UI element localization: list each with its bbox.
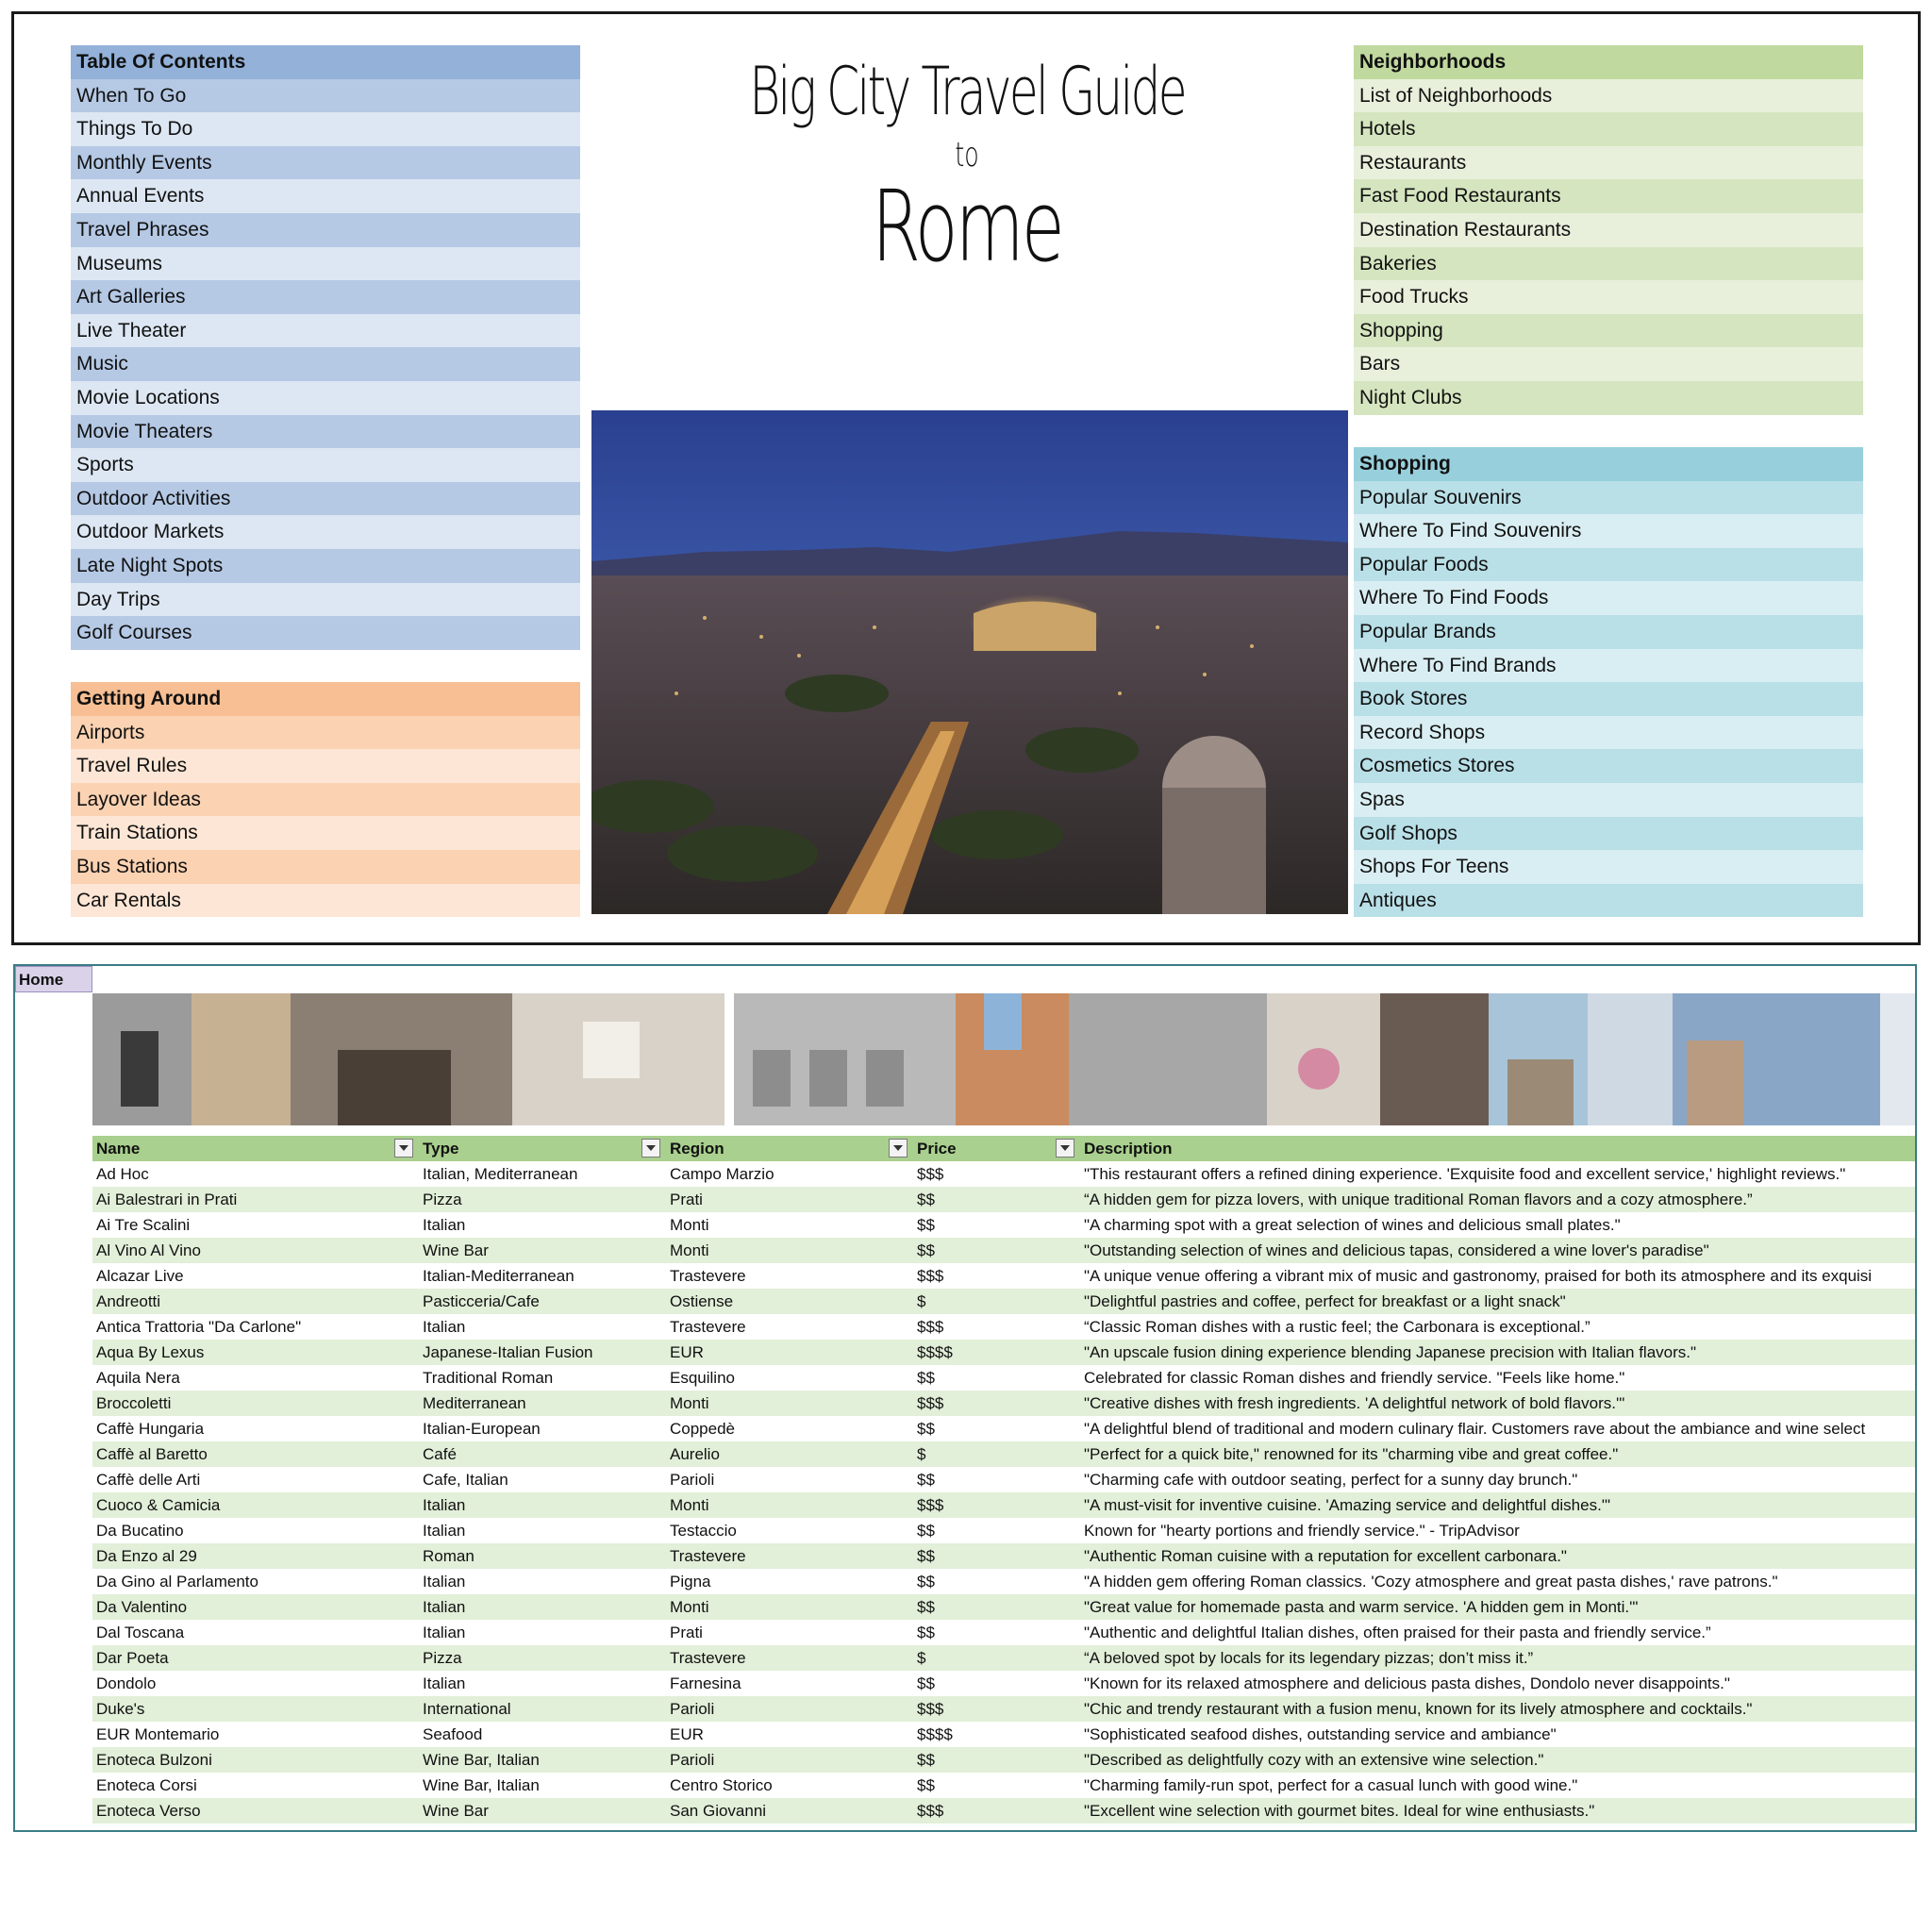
toc-item[interactable]: Outdoor Markets bbox=[71, 515, 580, 549]
col-header-type bbox=[419, 1136, 666, 1161]
shopping-item[interactable]: Where To Find Brands bbox=[1354, 649, 1863, 683]
cell-price[interactable]: $$$ bbox=[917, 1165, 944, 1183]
table-of-contents-list bbox=[71, 45, 580, 650]
cell-price[interactable]: $$ bbox=[917, 1547, 935, 1565]
cell-name[interactable]: Caffè delle Arti bbox=[96, 1471, 201, 1489]
toc-item[interactable]: Sports bbox=[71, 448, 580, 482]
toc-item[interactable]: Museums bbox=[71, 247, 580, 281]
cell-name[interactable]: Ad Hoc bbox=[96, 1165, 149, 1183]
title-line-1: Big City Travel Guide bbox=[749, 53, 1185, 130]
cell-price[interactable]: $$$ bbox=[917, 1802, 944, 1820]
cell-price[interactable]: $ bbox=[917, 1649, 926, 1667]
cell-type[interactable]: International bbox=[423, 1700, 511, 1718]
table-row[interactable] bbox=[92, 1620, 1917, 1645]
cell-type[interactable]: Cafe, Italian bbox=[423, 1471, 508, 1489]
col-header-region-label: Region bbox=[670, 1140, 724, 1158]
cell-region[interactable]: Farnesina bbox=[670, 1674, 741, 1692]
getting-around-item[interactable]: Train Stations bbox=[71, 816, 580, 850]
cell-price[interactable]: $$ bbox=[917, 1624, 935, 1641]
cell-name[interactable]: Alcazar Live bbox=[96, 1267, 184, 1285]
cell-name[interactable]: Dondolo bbox=[96, 1674, 157, 1692]
toc-item[interactable]: When To Go bbox=[71, 79, 580, 113]
shopping-heading: Shopping bbox=[1354, 447, 1863, 481]
shopping-item[interactable]: Where To Find Foods bbox=[1354, 581, 1863, 615]
cell-region[interactable]: Centro Storico bbox=[670, 1776, 773, 1794]
cell-type[interactable]: Wine Bar bbox=[423, 1802, 489, 1820]
getting-around-item[interactable]: Bus Stations bbox=[71, 850, 580, 884]
col-header-description-label: Description bbox=[1084, 1140, 1173, 1158]
neighborhoods-item[interactable]: List of Neighborhoods bbox=[1354, 79, 1863, 113]
cell-description[interactable]: "Sophisticated seafood dishes, outstanding service and ambiance" bbox=[1084, 1725, 1557, 1743]
neighborhoods-item[interactable]: Restaurants bbox=[1354, 146, 1863, 180]
cell-type[interactable]: Japanese-Italian Fusion bbox=[423, 1343, 593, 1361]
cell-description[interactable]: "Charming cafe with outdoor seating, perfect for a sunny day brunch." bbox=[1084, 1471, 1578, 1489]
cell-description[interactable]: "Great value for homemade pasta and warm service. 'A hidden gem in Monti.'" bbox=[1084, 1598, 1639, 1616]
cell-region[interactable]: Trastevere bbox=[670, 1318, 746, 1336]
cell-type[interactable]: Pasticceria/Cafe bbox=[423, 1292, 540, 1310]
cell-description[interactable]: "A must-visit for inventive cuisine. 'Amazing service and delightful dishes.'" bbox=[1084, 1496, 1611, 1514]
cell-region[interactable]: Aurelio bbox=[670, 1445, 720, 1463]
cell-description[interactable]: "This restaurant offers a refined dining experience. 'Exquisite food and excellent service,' highlight reviews." bbox=[1084, 1165, 1846, 1183]
shopping-item[interactable]: Cosmetics Stores bbox=[1354, 749, 1863, 783]
cell-region[interactable]: Parioli bbox=[670, 1471, 715, 1489]
neighborhoods-item[interactable]: Shopping bbox=[1354, 314, 1863, 348]
table-row[interactable] bbox=[92, 1798, 1917, 1824]
neighborhoods-heading: Neighborhoods bbox=[1354, 45, 1863, 79]
getting-around-item[interactable]: Layover Ideas bbox=[71, 783, 580, 817]
toc-item[interactable]: Outdoor Activities bbox=[71, 482, 580, 516]
cell-description[interactable]: Celebrated for classic Roman dishes and friendly service. "Feels like home." bbox=[1084, 1369, 1625, 1387]
cell-price[interactable]: $$ bbox=[917, 1369, 935, 1387]
table-row[interactable] bbox=[92, 1773, 1917, 1798]
cell-region[interactable]: EUR bbox=[670, 1725, 704, 1743]
cell-type[interactable]: Pizza bbox=[423, 1191, 462, 1208]
col-header-price bbox=[913, 1136, 1080, 1161]
cell-description[interactable]: "Creative dishes with fresh ingredients. 'A delightful network of bold flavors.'" bbox=[1084, 1394, 1625, 1412]
cell-name[interactable]: Aqua By Lexus bbox=[96, 1343, 205, 1361]
cell-name[interactable]: Da Gino al Parlamento bbox=[96, 1573, 258, 1591]
table-row[interactable] bbox=[92, 1467, 1917, 1492]
cell-description[interactable]: "Chic and trendy restaurant with a fusion menu, known for its lively atmosphere and cocktails." bbox=[1084, 1700, 1753, 1718]
cell-price[interactable]: $$$ bbox=[917, 1700, 944, 1718]
cell-description[interactable]: “A beloved spot by locals for its legendary pizzas; don’t miss it.” bbox=[1084, 1649, 1534, 1667]
cell-description[interactable]: “A hidden gem for pizza lovers, with unique traditional Roman flavors and a cozy atmosphere.” bbox=[1084, 1191, 1753, 1208]
toc-item[interactable]: Golf Courses bbox=[71, 616, 580, 650]
table-row[interactable] bbox=[92, 1696, 1917, 1722]
cell-type[interactable]: Italian bbox=[423, 1598, 466, 1616]
cell-region[interactable]: Campo Marzio bbox=[670, 1165, 774, 1183]
cell-type[interactable]: Italian bbox=[423, 1674, 466, 1692]
toc-heading: Table Of Contents bbox=[71, 45, 580, 79]
col-header-description bbox=[1080, 1136, 1917, 1161]
cell-type[interactable]: Wine Bar bbox=[423, 1241, 489, 1259]
cell-description[interactable]: "Perfect for a quick bite," renowned for its "charming vibe and great coffee." bbox=[1084, 1445, 1619, 1463]
table-row[interactable] bbox=[92, 1187, 1917, 1212]
cell-price[interactable]: $$ bbox=[917, 1573, 935, 1591]
cell-price[interactable]: $$$ bbox=[917, 1394, 944, 1412]
cell-name[interactable]: Ai Balestrari in Prati bbox=[96, 1191, 238, 1208]
cell-description[interactable]: Known for "hearty portions and friendly service." - TripAdvisor bbox=[1084, 1522, 1520, 1540]
toc-item[interactable]: Art Galleries bbox=[71, 280, 580, 314]
rome-cityscape-photo bbox=[591, 410, 1348, 914]
cell-region[interactable]: Monti bbox=[670, 1496, 709, 1514]
cell-price[interactable]: $$ bbox=[917, 1522, 935, 1540]
cell-price[interactable]: $$$$ bbox=[917, 1725, 953, 1743]
cell-type[interactable]: Traditional Roman bbox=[423, 1369, 554, 1387]
neighborhoods-list bbox=[1354, 45, 1863, 415]
shopping-item[interactable]: Popular Brands bbox=[1354, 615, 1863, 649]
cell-type[interactable]: Wine Bar, Italian bbox=[423, 1751, 540, 1769]
cell-price[interactable]: $$ bbox=[917, 1674, 935, 1692]
cell-region[interactable]: Trastevere bbox=[670, 1649, 746, 1667]
cell-type[interactable]: Wine Bar, Italian bbox=[423, 1776, 540, 1794]
cell-description[interactable]: "Excellent wine selection with gourmet bites. Ideal for wine enthusiasts." bbox=[1084, 1802, 1595, 1820]
toc-item[interactable]: Day Trips bbox=[71, 583, 580, 617]
shopping-item[interactable]: Popular Souvenirs bbox=[1354, 481, 1863, 515]
cell-description[interactable]: "A charming spot with a great selection of wines and delicious small plates." bbox=[1084, 1216, 1621, 1234]
shopping-item[interactable]: Golf Shops bbox=[1354, 817, 1863, 851]
filter-dropdown-icon[interactable] bbox=[641, 1139, 660, 1158]
title-line-2: to bbox=[955, 136, 979, 175]
cell-description[interactable]: "A delightful blend of traditional and modern culinary flair. Customers rave about the ambiance and wine select bbox=[1084, 1420, 1866, 1438]
cell-name[interactable]: Cuoco & Camicia bbox=[96, 1496, 221, 1514]
cell-region[interactable]: Trastevere bbox=[670, 1547, 746, 1565]
table-row[interactable] bbox=[92, 1518, 1917, 1543]
cell-price[interactable]: $$ bbox=[917, 1471, 935, 1489]
cell-region[interactable]: EUR bbox=[670, 1343, 704, 1361]
shopping-item[interactable]: Spas bbox=[1354, 783, 1863, 817]
table-body bbox=[92, 1161, 1917, 1824]
cell-description[interactable]: "Known for its relaxed atmosphere and delicious pasta dishes, Dondolo never disappoints." bbox=[1084, 1674, 1730, 1692]
cell-description[interactable]: "Described as delightfully cozy with an extensive wine selection." bbox=[1084, 1751, 1544, 1769]
cell-type[interactable]: Italian bbox=[423, 1216, 466, 1234]
filter-dropdown-icon[interactable] bbox=[889, 1139, 908, 1158]
neighborhoods-item[interactable]: Bars bbox=[1354, 347, 1863, 381]
table-row[interactable] bbox=[92, 1492, 1917, 1518]
table-row[interactable] bbox=[92, 1365, 1917, 1391]
cell-description[interactable]: "Delightful pastries and coffee, perfect for breakfast or a light snack" bbox=[1084, 1292, 1566, 1310]
neighborhoods-item[interactable]: Fast Food Restaurants bbox=[1354, 179, 1863, 213]
cell-name[interactable]: Ai Tre Scalini bbox=[96, 1216, 191, 1234]
cell-name[interactable]: Dar Poeta bbox=[96, 1649, 169, 1667]
table-row[interactable] bbox=[92, 1722, 1917, 1747]
cell-region[interactable]: Parioli bbox=[670, 1700, 715, 1718]
cell-type[interactable]: Italian-European bbox=[423, 1420, 541, 1438]
cell-price[interactable]: $$ bbox=[917, 1598, 935, 1616]
cell-price[interactable]: $$ bbox=[917, 1241, 935, 1259]
cell-price[interactable]: $$$ bbox=[917, 1496, 944, 1514]
cell-description[interactable]: "Charming family-run spot, perfect for a casual lunch with good wine." bbox=[1084, 1776, 1578, 1794]
cell-region[interactable]: Monti bbox=[670, 1598, 709, 1616]
col-header-name-label: Name bbox=[96, 1140, 141, 1158]
table-row[interactable] bbox=[92, 1340, 1917, 1365]
cell-price[interactable]: $$ bbox=[917, 1191, 935, 1208]
cell-type[interactable]: Italian bbox=[423, 1318, 466, 1336]
shopping-item[interactable]: Antiques bbox=[1354, 884, 1863, 918]
toc-item[interactable]: Music bbox=[71, 347, 580, 381]
cell-name[interactable]: Andreotti bbox=[96, 1292, 161, 1310]
home-button[interactable]: Home bbox=[15, 966, 92, 992]
shopping-item[interactable]: Book Stores bbox=[1354, 682, 1863, 716]
cell-name[interactable]: EUR Montemario bbox=[96, 1725, 220, 1743]
cell-type[interactable]: Italian, Mediterranean bbox=[423, 1165, 578, 1183]
table-row[interactable] bbox=[92, 1161, 1917, 1187]
neighborhoods-item[interactable]: Destination Restaurants bbox=[1354, 213, 1863, 247]
table-row[interactable] bbox=[92, 1569, 1917, 1594]
cell-description[interactable]: "A unique venue offering a vibrant mix of music and gastronomy, praised for both its atmosphere and its exquisi bbox=[1084, 1267, 1873, 1285]
cell-name[interactable]: Enoteca Corsi bbox=[96, 1776, 197, 1794]
rome-photo-strip bbox=[92, 993, 1917, 1125]
neighborhoods-item[interactable]: Night Clubs bbox=[1354, 381, 1863, 415]
table-row[interactable] bbox=[92, 1416, 1917, 1441]
cell-name[interactable]: Al Vino Al Vino bbox=[96, 1241, 201, 1259]
cell-region[interactable]: Prati bbox=[670, 1191, 703, 1208]
toc-item[interactable]: Things To Do bbox=[71, 112, 580, 146]
toc-item[interactable]: Late Night Spots bbox=[71, 549, 580, 583]
cell-name[interactable]: Broccoletti bbox=[96, 1394, 172, 1412]
table-row[interactable] bbox=[92, 1671, 1917, 1696]
getting-around-heading: Getting Around bbox=[71, 682, 580, 716]
filter-dropdown-icon[interactable] bbox=[394, 1139, 413, 1158]
title-city: Rome bbox=[872, 169, 1062, 284]
getting-around-item[interactable]: Car Rentals bbox=[71, 884, 580, 918]
shopping-item[interactable]: Where To Find Souvenirs bbox=[1354, 514, 1863, 548]
cell-region[interactable]: Ostiense bbox=[670, 1292, 734, 1310]
cell-name[interactable]: Antica Trattoria "Da Carlone" bbox=[96, 1318, 302, 1336]
cell-name[interactable]: Enoteca Verso bbox=[96, 1802, 201, 1820]
cell-description[interactable]: “Classic Roman dishes with a rustic feel; the Carbonara is exceptional.” bbox=[1084, 1318, 1591, 1336]
table-row[interactable] bbox=[92, 1543, 1917, 1569]
toc-item[interactable]: Movie Locations bbox=[71, 381, 580, 415]
neighborhoods-item[interactable]: Food Trucks bbox=[1354, 280, 1863, 314]
table-row[interactable] bbox=[92, 1314, 1917, 1340]
cell-price[interactable]: $$$$ bbox=[917, 1343, 953, 1361]
cell-type[interactable]: Seafood bbox=[423, 1725, 483, 1743]
cell-region[interactable]: Pigna bbox=[670, 1573, 711, 1591]
cell-type[interactable]: Mediterranean bbox=[423, 1394, 526, 1412]
cell-name[interactable]: Enoteca Bulzoni bbox=[96, 1751, 212, 1769]
table-header-row bbox=[92, 1136, 1917, 1161]
table-row[interactable] bbox=[92, 1238, 1917, 1263]
cell-region[interactable]: Prati bbox=[670, 1624, 703, 1641]
guide-title bbox=[590, 47, 1344, 284]
table-row[interactable] bbox=[92, 1263, 1917, 1289]
cell-price[interactable]: $$ bbox=[917, 1216, 935, 1234]
travel-guide-panel bbox=[11, 11, 1921, 945]
col-header-region bbox=[666, 1136, 913, 1161]
cell-name[interactable]: Duke's bbox=[96, 1700, 145, 1718]
shopping-list bbox=[1354, 447, 1863, 917]
cell-price[interactable]: $ bbox=[917, 1292, 926, 1310]
cell-region[interactable]: Monti bbox=[670, 1216, 709, 1234]
shopping-item[interactable]: Record Shops bbox=[1354, 716, 1863, 750]
cell-region[interactable]: Trastevere bbox=[670, 1267, 746, 1285]
getting-around-item[interactable]: Travel Rules bbox=[71, 749, 580, 783]
col-header-name bbox=[92, 1136, 419, 1161]
table-row[interactable] bbox=[92, 1289, 1917, 1314]
toc-item[interactable]: Monthly Events bbox=[71, 146, 580, 180]
cell-description[interactable]: "Authentic Roman cuisine with a reputation for excellent carbonara." bbox=[1084, 1547, 1567, 1565]
cell-price[interactable]: $$ bbox=[917, 1420, 935, 1438]
filter-dropdown-icon[interactable] bbox=[1056, 1139, 1074, 1158]
cell-description[interactable]: "Outstanding selection of wines and delicious tapas, considered a wine lover's paradise" bbox=[1084, 1241, 1709, 1259]
col-header-type-label: Type bbox=[423, 1140, 459, 1158]
cell-type[interactable]: Italian bbox=[423, 1624, 466, 1641]
cell-price[interactable]: $$$ bbox=[917, 1318, 944, 1336]
cell-region[interactable]: Monti bbox=[670, 1394, 709, 1412]
shopping-item[interactable]: Popular Foods bbox=[1354, 548, 1863, 582]
cell-description[interactable]: "An upscale fusion dining experience blending Japanese precision with Italian flavors." bbox=[1084, 1343, 1697, 1361]
cell-name[interactable]: Aquila Nera bbox=[96, 1369, 180, 1387]
cell-description[interactable]: "A hidden gem offering Roman classics. 'Cozy atmosphere and great pasta dishes,' rave patrons." bbox=[1084, 1573, 1778, 1591]
cell-price[interactable]: $$ bbox=[917, 1776, 935, 1794]
getting-around-list bbox=[71, 682, 580, 917]
cell-price[interactable]: $ bbox=[917, 1445, 926, 1463]
table-row[interactable] bbox=[92, 1391, 1917, 1416]
cell-name[interactable]: Da Enzo al 29 bbox=[96, 1547, 197, 1565]
cell-name[interactable]: Da Bucatino bbox=[96, 1522, 184, 1540]
cell-region[interactable]: Parioli bbox=[670, 1751, 715, 1769]
getting-around-item[interactable]: Airports bbox=[71, 716, 580, 750]
cell-price[interactable]: $$ bbox=[917, 1751, 935, 1769]
cell-price[interactable]: $$$ bbox=[917, 1267, 944, 1285]
cell-name[interactable]: Da Valentino bbox=[96, 1598, 188, 1616]
restaurant-spreadsheet bbox=[13, 964, 1917, 1832]
toc-item[interactable]: Annual Events bbox=[71, 179, 580, 213]
table-row[interactable] bbox=[92, 1441, 1917, 1467]
cell-region[interactable]: Testaccio bbox=[670, 1522, 737, 1540]
cell-region[interactable]: San Giovanni bbox=[670, 1802, 767, 1820]
cell-description[interactable]: "Authentic and delightful Italian dishes, often praised for their pasta and friendly service.” bbox=[1084, 1624, 1711, 1641]
neighborhoods-item[interactable]: Hotels bbox=[1354, 112, 1863, 146]
cell-region[interactable]: Coppedè bbox=[670, 1420, 736, 1438]
cell-type[interactable]: Italian bbox=[423, 1573, 466, 1591]
cell-type[interactable]: Café bbox=[423, 1445, 457, 1463]
cell-type[interactable]: Roman bbox=[423, 1547, 475, 1565]
table-row[interactable] bbox=[92, 1212, 1917, 1238]
table-row[interactable] bbox=[92, 1747, 1917, 1773]
cell-name[interactable]: Caffè al Baretto bbox=[96, 1445, 208, 1463]
cell-region[interactable]: Monti bbox=[670, 1241, 709, 1259]
col-header-price-label: Price bbox=[917, 1140, 957, 1158]
neighborhoods-item[interactable]: Bakeries bbox=[1354, 247, 1863, 281]
shopping-item[interactable]: Shops For Teens bbox=[1354, 850, 1863, 884]
table-row[interactable] bbox=[92, 1594, 1917, 1620]
cell-name[interactable]: Dal Toscana bbox=[96, 1624, 185, 1641]
toc-item[interactable]: Live Theater bbox=[71, 314, 580, 348]
cell-region[interactable]: Esquilino bbox=[670, 1369, 735, 1387]
toc-item[interactable]: Movie Theaters bbox=[71, 415, 580, 449]
table-row[interactable] bbox=[92, 1645, 1917, 1671]
cell-name[interactable]: Caffè Hungaria bbox=[96, 1420, 205, 1438]
toc-item[interactable]: Travel Phrases bbox=[71, 213, 580, 247]
cell-type[interactable]: Italian bbox=[423, 1496, 466, 1514]
cell-type[interactable]: Italian bbox=[423, 1522, 466, 1540]
cell-type[interactable]: Italian-Mediterranean bbox=[423, 1267, 575, 1285]
cell-type[interactable]: Pizza bbox=[423, 1649, 462, 1667]
